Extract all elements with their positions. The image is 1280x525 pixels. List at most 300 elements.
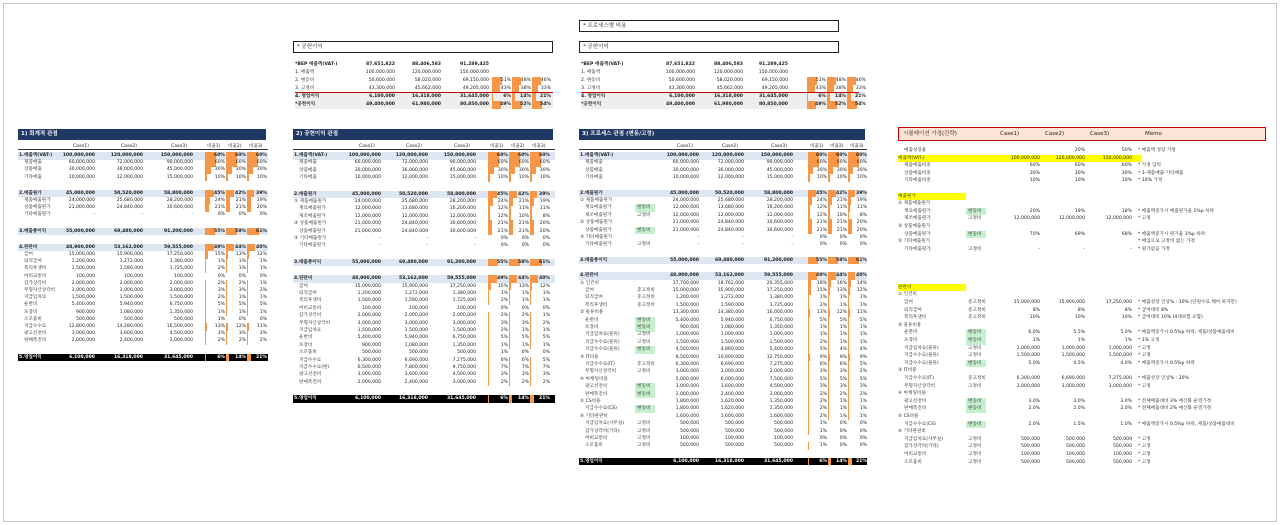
ratio-value: 18%: [816, 280, 827, 286]
ratio-value: 13%: [235, 252, 246, 257]
case1-value: 900,000: [680, 325, 699, 330]
row-label: 3.매출총이익: [294, 259, 322, 265]
table-row: [579, 420, 867, 428]
case3-value: 1,000,000: [1108, 345, 1132, 351]
column-header-row: [293, 143, 555, 150]
ratio-value: 2%: [819, 391, 827, 397]
ratio-value: 2%: [500, 328, 508, 333]
ratio-value: 6%: [818, 94, 826, 99]
ratio-value: 24%: [497, 199, 508, 204]
ratio-value: 15%: [497, 283, 508, 289]
case3-value: 500,000: [1113, 436, 1132, 442]
case3-value: 15,000,000: [166, 174, 193, 180]
memo: * 고정: [1138, 459, 1151, 465]
section-row: [293, 152, 555, 160]
table-row: [293, 342, 555, 350]
row-label: ② 상품매출원가: [294, 221, 327, 227]
sim-row: [898, 307, 1266, 315]
row-label: 상품매출: [299, 167, 317, 173]
case3-value: 1,500,000: [169, 295, 193, 301]
case2-value: 88,406,583: [713, 62, 743, 67]
ratio-value: 12%: [836, 310, 847, 316]
case1-value: 1,000,000: [1016, 345, 1040, 351]
case2-value: 14,280,000: [116, 324, 143, 329]
cost-type-tag: 준고정비: [637, 295, 655, 301]
row-label: 제품매출원가: [24, 198, 51, 203]
ratio-value: 30%: [816, 167, 827, 173]
case1-value: 8%: [1032, 307, 1040, 313]
ratio-value: 3%: [238, 288, 246, 293]
ratio-value: 1%: [859, 339, 867, 345]
table-row: [293, 312, 555, 320]
case2-value: 16,318,000: [713, 94, 743, 99]
case1-value: 30,000,000: [672, 167, 699, 173]
ratio-value: 2%: [259, 288, 267, 293]
ratio-value: 49%: [500, 102, 511, 107]
memo: * 매출성장 인상% : 30% (인원수로 해야 하지만): [1138, 300, 1237, 305]
sim-label: 지급수수료(물류): [904, 360, 939, 366]
ratio-value: 1%: [819, 428, 827, 434]
ratio-value: 2%: [542, 320, 550, 326]
row-label: 여비교통비: [299, 305, 322, 311]
case1-value: 6,100,000: [355, 396, 381, 402]
case2-value: -: [1083, 246, 1085, 252]
case3-value: 45,000,000: [766, 167, 793, 173]
case3-value: 3,000,000: [769, 391, 793, 397]
case1-value: 3,000,000: [675, 369, 699, 375]
case3-value: 1,000,000: [769, 332, 793, 338]
cost-type-tag: 고정비: [637, 212, 651, 218]
ratio-value: 30%: [539, 167, 550, 173]
ratio-value: 20%: [539, 221, 550, 227]
case1-value: 60%: [1029, 163, 1040, 169]
case2-value: 72,000,000: [717, 160, 744, 166]
table-row: [293, 242, 555, 250]
case3-value: 91,289,425: [758, 62, 788, 67]
row-label: 감가상각비(기타): [585, 428, 620, 434]
panel-contribution: [293, 143, 555, 438]
case2-value: 120,000,000: [1055, 155, 1085, 161]
sim-label: 지급수수료(IT): [904, 376, 934, 381]
ratio-value: 1%: [521, 342, 529, 348]
case3-value: 91,200,000: [446, 259, 476, 265]
case1-value: 12,000,000: [672, 212, 699, 218]
case2-value: 3,000,000: [404, 320, 428, 326]
ratio-value: 5%: [542, 335, 550, 341]
table-row: [293, 167, 555, 175]
row-label: 운반비: [299, 335, 313, 341]
ratio-value: 15%: [816, 288, 827, 293]
row-label: 상품매출원가: [24, 205, 51, 211]
row-label: 포장비: [299, 342, 313, 348]
ratio-value: 0%: [542, 236, 550, 241]
memo: * 고정: [1138, 383, 1151, 389]
case1-value: 12,000,000: [1013, 216, 1040, 222]
table-row: [293, 349, 555, 357]
row-label: 퇴직급여: [585, 295, 603, 301]
ratio-value: 24%: [214, 198, 225, 203]
table-row: [579, 309, 867, 317]
case3-value: 1,350,000: [452, 342, 476, 348]
case3-value: 1,725,000: [769, 302, 793, 308]
ratio-value: 1%: [238, 309, 246, 315]
case3-value: 1,500,000: [452, 328, 476, 333]
ratio-value: 54%: [540, 102, 551, 107]
case1-value: 24,000,000: [354, 199, 381, 204]
cost-type-tag: 준고정비: [637, 302, 655, 308]
table-row: [579, 331, 867, 339]
sim-label: 운반비: [904, 330, 918, 336]
case1-value: 24,000,000: [672, 198, 699, 203]
ratio-value: 1%: [259, 259, 267, 265]
case3-value: 28,200,000: [449, 199, 476, 204]
case2-value: 2,400,000: [119, 338, 143, 344]
row-label: 지급수수료(물류): [585, 347, 620, 353]
ratio-value: 2%: [521, 313, 529, 319]
case2-value: 69,480,000: [714, 257, 744, 263]
case3-value: 16,500,000: [166, 324, 193, 329]
case3-value: 30,600,000: [449, 228, 476, 234]
case1-value: 4,500,000: [675, 347, 699, 353]
sim-row: [898, 413, 1266, 421]
case3-value: 1,500,000: [1108, 353, 1132, 359]
ratio-value: 1%: [839, 325, 847, 330]
case3-value: 1,725,000: [169, 266, 193, 272]
case2-value: 69%: [1074, 231, 1085, 237]
simulation-header: [898, 127, 1266, 141]
ratio-value: 49%: [497, 276, 508, 282]
row-label: 지급임차료: [299, 328, 322, 333]
ratio-value: 6%: [819, 362, 827, 367]
case2-value: 13,680,000: [401, 206, 428, 212]
ratio-value: 40%: [256, 244, 267, 250]
case1-value: 50,600,000: [668, 78, 695, 83]
ratio-value: 3%: [217, 331, 225, 337]
case1-value: 3,000,000: [357, 372, 381, 378]
summary-row: [581, 69, 859, 77]
table-row: [579, 413, 867, 421]
case2-value: 53,162,000: [398, 276, 428, 282]
ratio-value: 5%: [819, 347, 827, 353]
label-process-cost: * 프로세스별 비용: [579, 20, 839, 32]
ratio-value: 5%: [859, 317, 867, 323]
case3-value: 6,750,000: [169, 302, 193, 308]
case3-value: 1,380,000: [169, 259, 193, 265]
sim-label: 광고선전비: [904, 398, 927, 404]
case3-value: 1.0%: [1120, 421, 1132, 427]
sim-label: 감가상각비(기타): [904, 444, 939, 450]
ratio-value: 19%: [256, 198, 267, 203]
table-row: [293, 334, 555, 342]
row-label: 상품매출: [585, 167, 603, 173]
ratio-value: 60%: [256, 160, 267, 166]
case1-value: 6,100,000: [673, 458, 699, 464]
case2-value: 12,000,000: [116, 174, 143, 180]
ratio-value: 2%: [819, 413, 827, 419]
ratio-value: 49%: [816, 273, 827, 279]
ratio-value: 0%: [500, 243, 508, 249]
case2-value: 58,020,000: [716, 78, 743, 83]
row-label: 소모품비: [24, 316, 42, 322]
sim-row: [898, 451, 1266, 459]
sim-label: ③ 기타매출원가: [898, 239, 931, 245]
memo: * 고정: [1138, 436, 1151, 442]
ratio-value: 21%: [816, 227, 827, 233]
case3-value: 17,250,000: [766, 288, 793, 293]
column-header-case2: Case2): [121, 144, 137, 149]
sim-row: [898, 291, 1266, 299]
case2-value: 500,000: [725, 421, 744, 427]
case2-value: 6,000,000: [720, 376, 744, 382]
case2-value: 1,620,000: [720, 406, 744, 412]
ratio-value: 21%: [497, 228, 508, 234]
case1-value: 500,000: [362, 350, 381, 356]
row-label: ② 상품매출원가: [580, 220, 613, 226]
table-row: [579, 219, 867, 227]
case2-value: 1,500,000: [404, 328, 428, 333]
case1-value: 5,400,000: [675, 317, 699, 323]
case1-value: 3,000,000: [1016, 383, 1040, 389]
cost-type-tag: 고정비: [968, 216, 982, 222]
ratio-value: 7%: [500, 365, 508, 370]
row-label: 3.매출총이익: [19, 228, 47, 234]
section-row: [579, 257, 867, 265]
case1-value: 45,000,000: [669, 190, 699, 196]
column-header-r1: 비율1): [207, 144, 221, 149]
ratio-value: 6%: [217, 354, 225, 360]
row-label: 여비교통비: [24, 273, 47, 279]
table-row: [579, 241, 867, 249]
ratio-value: 1%: [500, 342, 508, 348]
ratio-value: 39%: [539, 191, 550, 197]
table-row: [293, 205, 555, 213]
ratio-value: 5%: [521, 335, 529, 341]
ratio-value: 0%: [859, 428, 867, 434]
sim-row: [898, 428, 1266, 436]
column-header-r3: 비율3): [850, 144, 864, 149]
ratio-value: 2%: [521, 379, 529, 385]
ratio-value: 60%: [539, 160, 550, 166]
ratio-value: 45%: [497, 191, 508, 197]
case1-value: 100,000,000: [62, 153, 95, 158]
case3-value: 5.0%: [1120, 330, 1132, 336]
ratio-value: 14%: [520, 94, 531, 99]
case2-value: 2.0%: [1073, 406, 1085, 412]
ratio-value: 21%: [836, 227, 847, 233]
ratio-value: 38%: [520, 86, 531, 91]
ratio-value: 20%: [256, 205, 267, 211]
case1-value: 15,000,000: [68, 252, 95, 257]
ratio-value: 6%: [500, 357, 508, 363]
sim-row: [898, 459, 1266, 467]
row-label: 판매촉진비: [299, 379, 322, 385]
ratio-value: 61%: [539, 259, 550, 265]
case2-value: 61,980,000: [713, 102, 743, 107]
ratio-value: 21%: [856, 458, 867, 464]
table-row: [579, 383, 867, 391]
case1-value: 1,000,000: [675, 332, 699, 338]
cost-type-tag: 고정비: [637, 443, 651, 449]
column-header-case1: Case1): [677, 144, 693, 149]
case2-value: 3,600,000: [119, 331, 143, 337]
case3-value: 1%: [1124, 338, 1132, 343]
ratio-value: 1%: [819, 421, 827, 427]
sim-row: [898, 436, 1266, 444]
case1-value: 21,000,000: [354, 221, 381, 227]
table-row: [579, 324, 867, 332]
table-row: [293, 297, 555, 305]
panel-accounting: [18, 143, 268, 388]
row-label: 소모품비: [585, 443, 603, 449]
sim-row: [898, 360, 1266, 368]
case2-value: 15,900,000: [1058, 300, 1085, 305]
ratio-value: 60%: [539, 153, 550, 158]
ratio-value: 44%: [518, 276, 529, 282]
cost-type-tag: 변동비: [966, 398, 986, 406]
ratio-value: 21%: [235, 205, 246, 211]
sim-col-case3: Case3): [1090, 131, 1110, 137]
case2-value: 16,318,000: [714, 458, 744, 464]
ratio-value: 48%: [835, 78, 846, 83]
sim-row: [898, 345, 1266, 353]
cost-type-tag: 변동비: [966, 337, 986, 345]
row-label: 여비교통비: [585, 436, 608, 441]
section-row: [18, 228, 268, 236]
column-header-case2: Case2): [722, 144, 738, 149]
column-header-r1: 비율1): [810, 144, 824, 149]
sim-row: [898, 238, 1266, 246]
case2-value: 3.0%: [1073, 398, 1085, 404]
row-label: 2.매출원가: [19, 190, 42, 196]
ratio-value: 1%: [542, 328, 550, 333]
cost-type-tag: 변동비: [635, 405, 655, 413]
cost-type-tag: 변동비: [635, 227, 655, 235]
ratio-value: 42%: [235, 190, 246, 196]
table-row: [18, 174, 268, 182]
case1-value: 500,000: [76, 316, 95, 322]
ratio-value: 3%: [839, 369, 847, 375]
case3-value: 2.0%: [1120, 406, 1132, 412]
ratio-value: 30%: [856, 167, 867, 173]
ratio-value: 21%: [539, 396, 550, 402]
case1-value: 6,100,000: [669, 94, 695, 99]
case3-value: -: [791, 235, 793, 240]
case1-value: 6.0%: [1028, 330, 1040, 336]
ratio-value: 58%: [235, 228, 246, 234]
ratio-value: 24%: [816, 198, 827, 203]
case1-value: 45,000,000: [65, 190, 95, 196]
ratio-value: 10%: [856, 175, 867, 181]
row-label: ① 제품매출원가: [294, 199, 327, 204]
case1-value: 21,000,000: [354, 228, 381, 234]
ratio-value: 0%: [259, 212, 267, 218]
case1-value: -: [697, 242, 699, 248]
case2-value: 500,000: [409, 350, 428, 356]
case2-value: 69,480,000: [113, 228, 143, 234]
case3-value: 69,150,000: [761, 78, 788, 83]
cost-type-tag: 변동비: [635, 391, 655, 399]
case3-value: 68%: [1121, 231, 1132, 237]
ratio-value: 60%: [214, 160, 225, 166]
row-label: 재료매출원가: [585, 205, 612, 211]
cost-type-tag: 고정비: [637, 369, 651, 375]
cost-type-tag: 준고정비: [968, 300, 986, 305]
column-header-r3: 비율3): [249, 144, 263, 149]
case2-value: 36,000,000: [717, 167, 744, 173]
row-label: 복리후생비: [299, 298, 322, 304]
case1-value: 21,000,000: [672, 220, 699, 226]
sim-label: 제품매출비중: [904, 163, 931, 169]
ratio-value: 11%: [856, 310, 867, 316]
case3-value: 100,000: [457, 305, 476, 311]
case2-value: 15,900,000: [116, 252, 143, 257]
case1-value: 1,500,000: [675, 302, 699, 308]
ratio-value: 4%: [839, 347, 847, 353]
ratio-value: 1%: [500, 350, 508, 356]
case3-value: 17,250,000: [166, 252, 193, 257]
case1-value: 1,500,000: [1016, 353, 1040, 359]
ratio-value: 12%: [235, 324, 246, 329]
case3-value: 7,275,000: [452, 357, 476, 363]
case1-value: 3,000,000: [71, 331, 95, 337]
cost-type-tag: 고정비: [968, 444, 982, 450]
ratio-value: 2%: [217, 266, 225, 272]
ratio-value: 2%: [217, 338, 225, 344]
case2-value: 72,000,000: [116, 160, 143, 166]
sim-row: [898, 383, 1266, 391]
case1-value: 5,000,000: [675, 376, 699, 382]
ratio-value: 0%: [859, 421, 867, 427]
cost-type-tag: 고정비: [968, 452, 982, 457]
sim-row: [898, 193, 966, 201]
column-header-r2: 비율2): [511, 144, 525, 149]
case3-value: 12,000,000: [1105, 216, 1132, 222]
summary-table-1: [295, 61, 555, 113]
ratio-value: 0%: [839, 428, 847, 434]
table-row: [579, 339, 867, 347]
cost-type-tag: 고정비: [968, 459, 982, 465]
cost-type-tag: 고정비: [637, 436, 651, 441]
ratio-value: 30%: [836, 167, 847, 173]
ratio-value: 30%: [497, 167, 508, 173]
case3-value: 500,000: [774, 443, 793, 449]
ratio-value: 12%: [497, 213, 508, 219]
column-header-r2: 비율2): [228, 144, 242, 149]
ratio-value: 3%: [500, 320, 508, 326]
case3-value: 5,400,000: [769, 347, 793, 353]
label-contribution-profit: * 공헌이익: [293, 41, 553, 53]
case2-value: 100,000: [725, 436, 744, 441]
case2-value: 24,840,000: [717, 227, 744, 233]
ratio-value: 13%: [518, 283, 529, 289]
ratio-value: 19%: [856, 198, 867, 203]
ratio-value: 39%: [256, 190, 267, 196]
ratio-value: 2%: [819, 302, 827, 308]
ratio-value: 5%: [542, 357, 550, 363]
case1-value: 500,000: [1021, 436, 1040, 442]
case3-value: 1,350,000: [769, 325, 793, 330]
memo: * 전체매출대비 3% 예산화 운영가정: [1138, 398, 1212, 404]
case3-value: 500,000: [774, 428, 793, 434]
memo: * 급여대비 10% (4대보험 포함): [1138, 315, 1203, 321]
case2-value: 1,272,000: [404, 291, 428, 296]
summary-label: *공헌이익: [581, 102, 602, 107]
case2-value: 1,080,000: [404, 342, 428, 348]
ratio-value: 20%: [539, 228, 550, 234]
case2-value: 18,762,000: [717, 280, 744, 286]
ratio-value: 0%: [521, 236, 529, 241]
ratio-value: 12%: [816, 205, 827, 211]
